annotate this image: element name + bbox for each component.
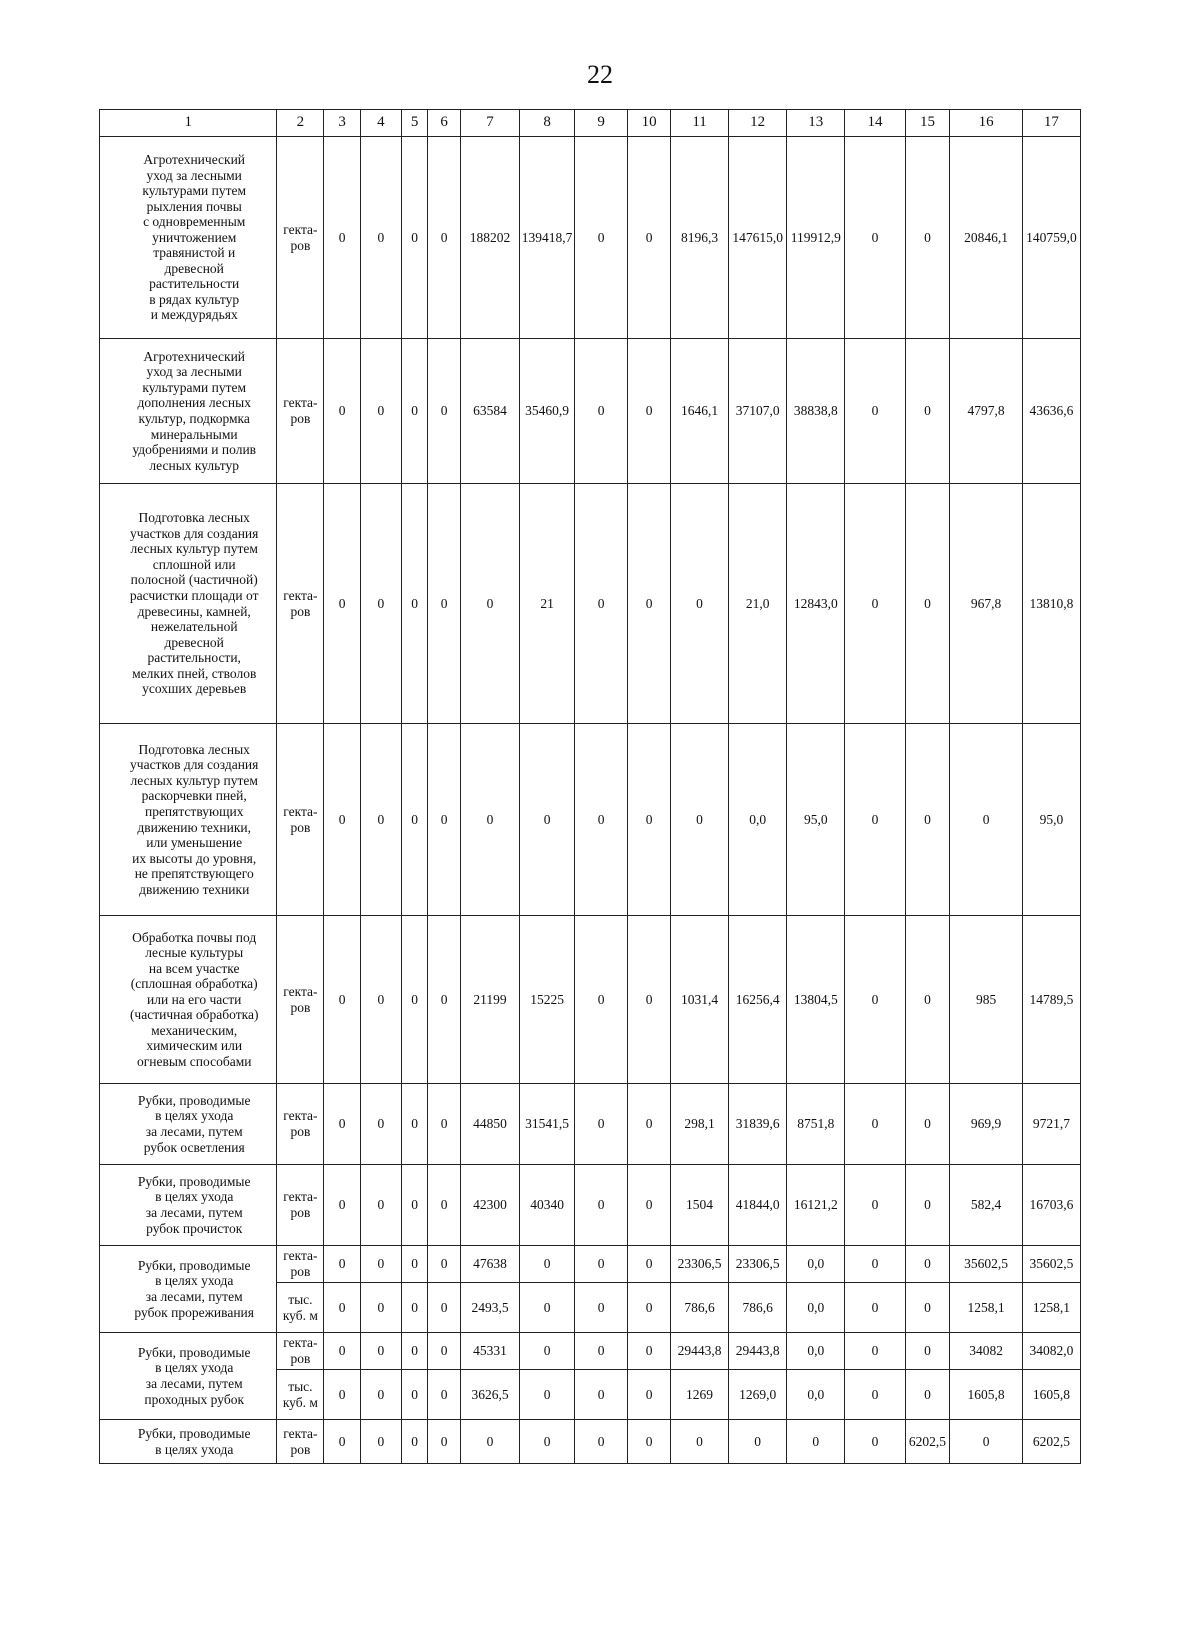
value-cell: 41844,0 — [729, 1165, 787, 1246]
unit-cell: гекта- ров — [277, 1246, 324, 1283]
value-cell: 0 — [845, 916, 905, 1084]
value-cell: 0 — [401, 339, 428, 484]
value-cell: 0 — [845, 1370, 905, 1420]
unit-cell: гекта- ров — [277, 1333, 324, 1370]
value-cell: 0 — [845, 1084, 905, 1165]
work-type-cell: Рубки, проводимые в целях ухода за лесами, путем проходных рубок — [100, 1333, 277, 1420]
work-type-cell: Рубки, проводимые в целях ухода — [100, 1420, 277, 1464]
work-type-cell: Агротехнический уход за лесными культурами путем дополнения лесных культур, подкормка минеральными удобрениями и полив лесных культур — [100, 339, 277, 484]
value-cell: 0 — [628, 1333, 671, 1370]
value-cell: 37107,0 — [729, 339, 787, 484]
value-cell: 0 — [628, 339, 671, 484]
value-cell: 31839,6 — [729, 1084, 787, 1165]
value-cell: 0 — [575, 724, 628, 916]
value-cell: 0 — [905, 339, 950, 484]
value-cell: 0 — [361, 1370, 402, 1420]
value-cell: 0 — [670, 1420, 728, 1464]
value-cell: 0 — [324, 484, 361, 724]
value-cell: 188202 — [460, 137, 519, 339]
value-cell: 0 — [520, 1333, 575, 1370]
value-cell: 1605,8 — [950, 1370, 1022, 1420]
column-header: 11 — [670, 110, 728, 137]
value-cell: 35602,5 — [950, 1246, 1022, 1283]
value-cell: 0 — [575, 137, 628, 339]
value-cell: 0 — [905, 484, 950, 724]
value-cell: 0 — [361, 1084, 402, 1165]
value-cell: 0 — [324, 1246, 361, 1283]
value-cell: 0 — [905, 1333, 950, 1370]
value-cell: 95,0 — [1022, 724, 1080, 916]
value-cell: 0 — [401, 1333, 428, 1370]
value-cell: 47638 — [460, 1246, 519, 1283]
value-cell: 140759,0 — [1022, 137, 1080, 339]
value-cell: 0 — [361, 1283, 402, 1333]
value-cell: 0 — [575, 1084, 628, 1165]
value-cell: 0 — [401, 1084, 428, 1165]
value-cell: 0 — [401, 1370, 428, 1420]
value-cell: 1269,0 — [729, 1370, 787, 1420]
value-cell: 0 — [324, 1370, 361, 1420]
value-cell: 21199 — [460, 916, 519, 1084]
work-type-cell: Обработка почвы под лесные культуры на всем участке (сплошная обработка) или на его части (частичная обработка) механическим, химическим или огневым способами — [100, 916, 277, 1084]
value-cell: 0 — [520, 1283, 575, 1333]
unit-cell: тыс. куб. м — [277, 1283, 324, 1333]
table-row — [100, 137, 1081, 339]
value-cell: 0 — [324, 916, 361, 1084]
column-header: 17 — [1022, 110, 1080, 137]
value-cell: 0,0 — [729, 724, 787, 916]
unit-cell: гекта- ров — [277, 1420, 324, 1464]
unit-cell: гекта- ров — [277, 339, 324, 484]
value-cell: 0 — [628, 724, 671, 916]
value-cell: 1031,4 — [670, 916, 728, 1084]
value-cell: 35460,9 — [520, 339, 575, 484]
value-cell: 0 — [401, 724, 428, 916]
value-cell: 0 — [324, 339, 361, 484]
value-cell: 13804,5 — [787, 916, 845, 1084]
value-cell: 0 — [787, 1420, 845, 1464]
column-header: 10 — [628, 110, 671, 137]
value-cell: 0 — [845, 339, 905, 484]
value-cell: 786,6 — [729, 1283, 787, 1333]
value-cell: 0 — [324, 1165, 361, 1246]
value-cell: 44850 — [460, 1084, 519, 1165]
value-cell: 0 — [845, 1283, 905, 1333]
value-cell: 0 — [428, 916, 461, 1084]
value-cell: 0 — [428, 1333, 461, 1370]
value-cell: 63584 — [460, 339, 519, 484]
value-cell: 0 — [628, 1370, 671, 1420]
value-cell: 0 — [628, 484, 671, 724]
work-type-cell: Рубки, проводимые в целях ухода за лесами, путем рубок прочисток — [100, 1165, 277, 1246]
value-cell: 0 — [845, 724, 905, 916]
value-cell: 12843,0 — [787, 484, 845, 724]
value-cell: 0 — [428, 724, 461, 916]
value-cell: 21,0 — [729, 484, 787, 724]
value-cell: 0 — [401, 1165, 428, 1246]
value-cell: 0 — [428, 1246, 461, 1283]
value-cell: 23306,5 — [729, 1246, 787, 1283]
value-cell: 0 — [905, 137, 950, 339]
table-row — [100, 484, 1081, 724]
value-cell: 0 — [361, 724, 402, 916]
value-cell: 0 — [428, 1283, 461, 1333]
value-cell: 29443,8 — [670, 1333, 728, 1370]
value-cell: 0 — [845, 1333, 905, 1370]
value-cell: 139418,7 — [520, 137, 575, 339]
value-cell: 0 — [575, 1370, 628, 1420]
value-cell: 1504 — [670, 1165, 728, 1246]
value-cell: 0 — [361, 137, 402, 339]
column-header: 2 — [277, 110, 324, 137]
value-cell: 0 — [905, 724, 950, 916]
value-cell: 0 — [520, 724, 575, 916]
value-cell: 0 — [324, 137, 361, 339]
column-header: 1 — [100, 110, 277, 137]
unit-cell: гекта- ров — [277, 724, 324, 916]
value-cell: 9721,7 — [1022, 1084, 1080, 1165]
value-cell: 0 — [428, 1084, 461, 1165]
value-cell: 0,0 — [787, 1283, 845, 1333]
value-cell: 0 — [628, 137, 671, 339]
unit-cell: гекта- ров — [277, 1165, 324, 1246]
header-row — [100, 110, 1081, 137]
value-cell: 38838,8 — [787, 339, 845, 484]
value-cell: 8196,3 — [670, 137, 728, 339]
value-cell: 147615,0 — [729, 137, 787, 339]
value-cell: 119912,9 — [787, 137, 845, 339]
value-cell: 0 — [361, 1333, 402, 1370]
value-cell: 16121,2 — [787, 1165, 845, 1246]
work-type-cell: Подготовка лесных участков для создания лесных культур путем сплошной или полосной (частичной) расчистки площади от древесины, камней, нежелательной древесной растительности, мелких пней, стволов усохших деревьев — [100, 484, 277, 724]
value-cell: 0 — [905, 1370, 950, 1420]
value-cell: 0 — [905, 916, 950, 1084]
value-cell: 4797,8 — [950, 339, 1022, 484]
value-cell: 2493,5 — [460, 1283, 519, 1333]
work-type-cell: Рубки, проводимые в целях ухода за лесами, путем рубок прореживания — [100, 1246, 277, 1333]
value-cell: 0 — [460, 1420, 519, 1464]
value-cell: 0 — [324, 1420, 361, 1464]
value-cell: 298,1 — [670, 1084, 728, 1165]
column-header: 15 — [905, 110, 950, 137]
value-cell: 34082,0 — [1022, 1333, 1080, 1370]
value-cell: 0 — [428, 1370, 461, 1420]
value-cell: 0,0 — [787, 1370, 845, 1420]
value-cell: 23306,5 — [670, 1246, 728, 1283]
column-header: 12 — [729, 110, 787, 137]
value-cell: 0 — [670, 724, 728, 916]
value-cell: 0 — [401, 137, 428, 339]
unit-cell: гекта- ров — [277, 1084, 324, 1165]
value-cell: 6202,5 — [905, 1420, 950, 1464]
value-cell: 43636,6 — [1022, 339, 1080, 484]
column-header: 5 — [401, 110, 428, 137]
value-cell: 0 — [905, 1246, 950, 1283]
value-cell: 0 — [950, 724, 1022, 916]
value-cell: 0 — [845, 484, 905, 724]
column-header: 16 — [950, 110, 1022, 137]
table-row — [100, 1420, 1081, 1464]
value-cell: 34082 — [950, 1333, 1022, 1370]
value-cell: 985 — [950, 916, 1022, 1084]
table-row — [100, 724, 1081, 916]
value-cell: 786,6 — [670, 1283, 728, 1333]
value-cell: 0 — [460, 724, 519, 916]
value-cell: 0 — [324, 724, 361, 916]
column-header: 4 — [361, 110, 402, 137]
value-cell: 0 — [361, 1165, 402, 1246]
value-cell: 0 — [428, 484, 461, 724]
column-header: 3 — [324, 110, 361, 137]
value-cell: 0 — [905, 1283, 950, 1333]
work-type-cell: Рубки, проводимые в целях ухода за лесами, путем рубок осветления — [100, 1084, 277, 1165]
value-cell: 8751,8 — [787, 1084, 845, 1165]
table-row — [100, 1165, 1081, 1246]
column-header: 7 — [460, 110, 519, 137]
value-cell: 45331 — [460, 1333, 519, 1370]
value-cell: 0 — [628, 916, 671, 1084]
value-cell: 0 — [628, 1084, 671, 1165]
value-cell: 3626,5 — [460, 1370, 519, 1420]
table-row — [100, 1246, 1081, 1283]
value-cell: 6202,5 — [1022, 1420, 1080, 1464]
value-cell: 0 — [361, 1420, 402, 1464]
value-cell: 0 — [428, 137, 461, 339]
value-cell: 40340 — [520, 1165, 575, 1246]
value-cell: 0 — [428, 1420, 461, 1464]
column-header: 6 — [428, 110, 461, 137]
value-cell: 0 — [520, 1420, 575, 1464]
column-header: 14 — [845, 110, 905, 137]
value-cell: 0 — [845, 137, 905, 339]
value-cell: 0 — [361, 484, 402, 724]
value-cell: 0 — [401, 1246, 428, 1283]
value-cell: 0 — [324, 1333, 361, 1370]
page-number: 22 — [587, 60, 613, 89]
value-cell: 95,0 — [787, 724, 845, 916]
value-cell: 16703,6 — [1022, 1165, 1080, 1246]
value-cell: 969,9 — [950, 1084, 1022, 1165]
value-cell: 0 — [575, 1283, 628, 1333]
table-row — [100, 916, 1081, 1084]
table-row — [100, 339, 1081, 484]
unit-cell: гекта- ров — [277, 916, 324, 1084]
value-cell: 0 — [401, 484, 428, 724]
value-cell: 0 — [361, 1246, 402, 1283]
value-cell: 0 — [575, 484, 628, 724]
value-cell: 0 — [520, 1370, 575, 1420]
unit-cell: гекта- ров — [277, 137, 324, 339]
value-cell: 1605,8 — [1022, 1370, 1080, 1420]
value-cell: 0 — [729, 1420, 787, 1464]
value-cell: 1646,1 — [670, 339, 728, 484]
value-cell: 1258,1 — [950, 1283, 1022, 1333]
value-cell: 0 — [428, 339, 461, 484]
value-cell: 582,4 — [950, 1165, 1022, 1246]
table-row — [100, 1333, 1081, 1370]
value-cell: 0 — [575, 1333, 628, 1370]
value-cell: 0 — [575, 1165, 628, 1246]
value-cell: 0 — [670, 484, 728, 724]
value-cell: 0,0 — [787, 1333, 845, 1370]
work-type-cell: Подготовка лесных участков для создания лесных культур путем раскорчевки пней, препятствующих движению техники, или уменьшение их высоты до уровня, не препятствующего движению техники — [100, 724, 277, 916]
value-cell: 0 — [845, 1246, 905, 1283]
value-cell: 0 — [361, 339, 402, 484]
value-cell: 13810,8 — [1022, 484, 1080, 724]
value-cell: 0 — [845, 1420, 905, 1464]
forestry-works-table — [99, 109, 1081, 1464]
column-header: 8 — [520, 110, 575, 137]
value-cell: 0 — [575, 1420, 628, 1464]
value-cell: 0 — [950, 1420, 1022, 1464]
value-cell: 31541,5 — [520, 1084, 575, 1165]
value-cell: 0 — [575, 916, 628, 1084]
value-cell: 0 — [361, 916, 402, 1084]
unit-cell: тыс. куб. м — [277, 1370, 324, 1420]
column-header: 13 — [787, 110, 845, 137]
value-cell: 0 — [628, 1246, 671, 1283]
column-header: 9 — [575, 110, 628, 137]
value-cell: 0 — [401, 1283, 428, 1333]
value-cell: 0 — [520, 1246, 575, 1283]
value-cell: 29443,8 — [729, 1333, 787, 1370]
value-cell: 967,8 — [950, 484, 1022, 724]
value-cell: 0 — [460, 484, 519, 724]
value-cell: 0 — [905, 1165, 950, 1246]
value-cell: 0 — [575, 339, 628, 484]
value-cell: 20846,1 — [950, 137, 1022, 339]
value-cell: 0 — [428, 1165, 461, 1246]
value-cell: 1258,1 — [1022, 1283, 1080, 1333]
value-cell: 0 — [845, 1165, 905, 1246]
value-cell: 0 — [401, 1420, 428, 1464]
value-cell: 35602,5 — [1022, 1246, 1080, 1283]
value-cell: 15225 — [520, 916, 575, 1084]
value-cell: 0 — [628, 1420, 671, 1464]
value-cell: 0,0 — [787, 1246, 845, 1283]
value-cell: 42300 — [460, 1165, 519, 1246]
work-type-cell: Агротехнический уход за лесными культурами путем рыхления почвы с одновременным уничтожением травянистой и древесной растительности в рядах культур и междурядьях — [100, 137, 277, 339]
value-cell: 0 — [575, 1246, 628, 1283]
value-cell: 16256,4 — [729, 916, 787, 1084]
value-cell: 21 — [520, 484, 575, 724]
unit-cell: гекта- ров — [277, 484, 324, 724]
value-cell: 0 — [905, 1084, 950, 1165]
value-cell: 0 — [324, 1283, 361, 1333]
table-row — [100, 1084, 1081, 1165]
value-cell: 1269 — [670, 1370, 728, 1420]
value-cell: 0 — [628, 1283, 671, 1333]
value-cell: 0 — [628, 1165, 671, 1246]
value-cell: 0 — [324, 1084, 361, 1165]
value-cell: 0 — [401, 916, 428, 1084]
value-cell: 14789,5 — [1022, 916, 1080, 1084]
